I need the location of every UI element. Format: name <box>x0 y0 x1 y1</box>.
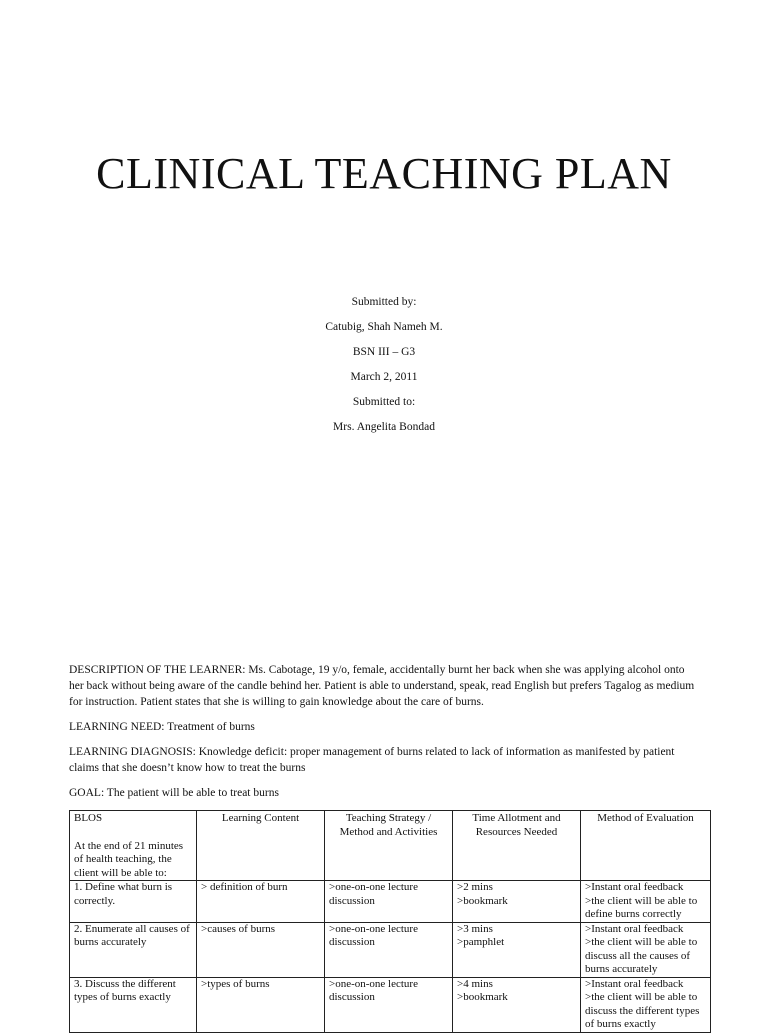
header-blos-intro: At the end of 21 minutes of health teaching, the client will be able to: <box>74 839 184 879</box>
content-cell: > definition of burn <box>197 881 325 923</box>
evaluation-outcome: >the client will be able to discuss the different types of burns exactly <box>585 991 700 1030</box>
submission-date: March 2, 2011 <box>350 371 418 383</box>
goal: GOAL: The patient will be able to treat burns <box>69 787 279 799</box>
evaluation-method: >Instant oral feedback <box>585 922 684 935</box>
header-time-allotment: Time Allotment and Resources Needed <box>453 811 581 881</box>
table-row <box>70 922 711 977</box>
header-teaching-strategy: Teaching Strategy / Method and Activities <box>325 811 453 881</box>
time-cell <box>453 881 581 923</box>
section-label: BSN III – G3 <box>352 346 416 358</box>
resource-needed: >pamphlet <box>457 936 505 948</box>
time-allotment: >2 mins <box>457 881 493 893</box>
content-cell: >causes of burns <box>197 922 325 977</box>
page-title: CLINICAL TEACHING PLAN <box>96 149 672 198</box>
blos-cell: 1. Define what burn is correctly. <box>70 881 197 923</box>
content-cell: >types of burns <box>197 977 325 1032</box>
time-allotment: >3 mins <box>457 922 493 935</box>
header-blos <box>70 811 197 881</box>
teaching-plan-table <box>69 810 711 1033</box>
evaluation-outcome: >the client will be able to define burns correctly <box>585 894 698 920</box>
evaluation-method: >Instant oral feedback <box>585 881 684 893</box>
resource-needed: >bookmark <box>457 894 508 907</box>
learner-description: DESCRIPTION OF THE LEARNER: Ms. Cabotage, 19 y/o, female, accidentally burnt her back when she was applying alcohol onto her back without being aware of the candle behind her. Patient is able to understand, speak, read English but prefers Tagalog as medium for instruction. Patient states that she is willing to gain knowledge about the care of burns. <box>69 664 695 708</box>
evaluation-outcome: >the client will be able to discuss all the causes of burns accurately <box>585 936 698 975</box>
blos-cell: 2. Enumerate all causes of burns accurately <box>70 922 197 977</box>
submitted-to-label: Submitted to: <box>352 396 416 408</box>
header-learning-content: Learning Content <box>197 811 325 881</box>
blos-cell: 3. Discuss the different types of burns exactly <box>70 977 197 1032</box>
learning-diagnosis: LEARNING DIAGNOSIS: Knowledge deficit: proper management of burns related to lack of information as manifested by patient claims that she doesn’t know how to treat the burns <box>69 746 675 774</box>
resource-needed: >bookmark <box>457 991 508 1003</box>
evaluation-method: >Instant oral feedback <box>585 977 684 990</box>
submission-block <box>0 290 768 440</box>
evaluation-cell <box>581 922 711 977</box>
submitted-by-label: Submitted by: <box>351 296 417 308</box>
time-cell <box>453 922 581 977</box>
strategy-cell: >one-on-one lecture discussion <box>325 922 453 977</box>
table-header-row <box>70 811 711 881</box>
table-row <box>70 881 711 923</box>
author-name: Catubig, Shah Nameh M. <box>325 321 443 333</box>
header-method-of-evaluation: Method of Evaluation <box>581 811 711 881</box>
evaluation-cell <box>581 881 711 923</box>
strategy-cell: >one-on-one lecture discussion <box>325 977 453 1032</box>
learning-need: LEARNING NEED: Treatment of burns <box>69 721 255 733</box>
strategy-cell: >one-on-one lecture discussion <box>325 881 453 923</box>
recipient-name: Mrs. Angelita Bondad <box>333 421 435 433</box>
header-blos-label: BLOS <box>74 812 103 824</box>
time-allotment: >4 mins <box>457 977 493 990</box>
plan-details <box>69 662 701 810</box>
